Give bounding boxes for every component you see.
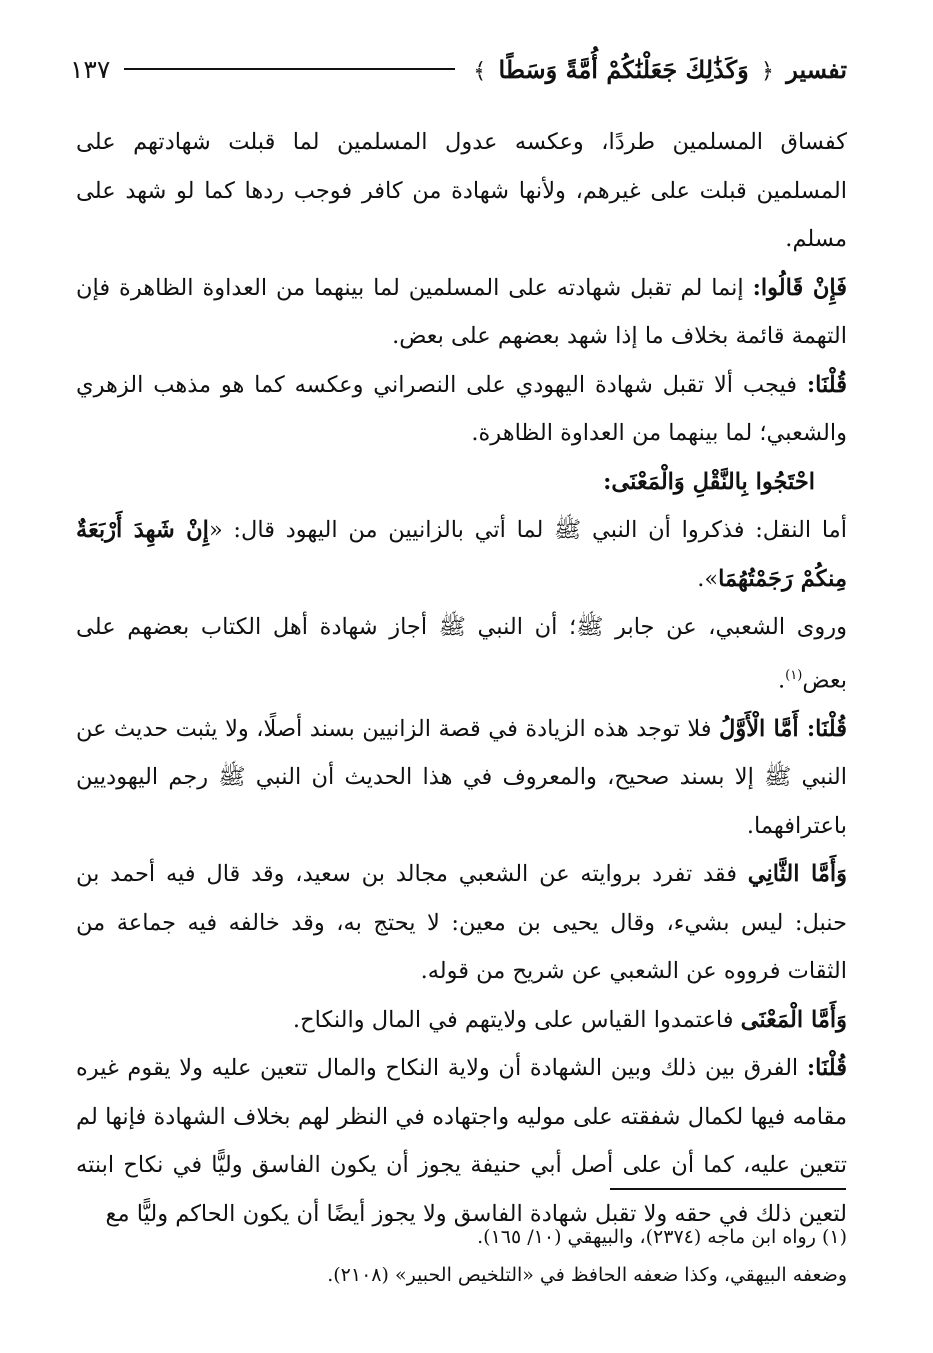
paragraph-9-lead: قُلْنَا: <box>806 1055 847 1081</box>
paragraph-4 <box>76 506 847 603</box>
paragraph-9 <box>76 1044 847 1238</box>
header-rule <box>124 68 455 70</box>
footnote-rule <box>610 1188 846 1190</box>
open-bracket: ﴿ <box>761 58 774 84</box>
running-title-word: تفسير <box>786 54 847 84</box>
footnote-1: (١) رواه ابن ماجه (٢٣٧٤)، والبيهقي (١٠/ ١٦٥). <box>477 1226 847 1248</box>
paragraph-5-text: وروى الشعبي، عن جابر ﷺ؛ أن النبي ﷺ أجاز شهادة أهل الكتاب بعضهم على بعض <box>76 614 847 693</box>
paragraph-1 <box>76 118 847 264</box>
paragraph-5-end: . <box>778 667 786 693</box>
paragraph-3 <box>76 361 847 458</box>
paragraph-6 <box>76 705 847 851</box>
paragraph-4-text: أما النقل: فذكروا أن النبي ﷺ لما أتي بالزانيين من اليهود قال: « <box>208 517 847 543</box>
paragraph-7 <box>76 850 847 996</box>
running-title-verse: وَكَذَٰلِكَ جَعَلْنَٰكُمْ أُمَّةً وَسَطًا <box>498 54 749 84</box>
footnote-1-continued: وضعفه البيهقي، وكذا ضعفه الحافظ في «التلخيص الحبير» (٢١٠٨). <box>327 1264 847 1286</box>
paragraph-7-text: فقد تفرد بروايته عن الشعبي مجالد بن سعيد، وقد قال فيه أحمد بن حنبل: ليس بشيء، وقال يحيى بن معين: لا يحتج به، وقد خالفه فيه جماعة من الثقات فرووه عن الشعبي عن شريح من قوله. <box>76 861 847 984</box>
paragraph-8 <box>76 996 847 1045</box>
paragraph-3-text: فيجب ألا تقبل شهادة اليهودي على النصراني وعكسه كما هو مذهب الزهري والشعبي؛ لما بينهما من العداوة الظاهرة. <box>76 371 847 446</box>
paragraph-4-quote: إِنْ شَهِدَ أَرْبَعَةٌ مِنكُمْ رَجَمْتُهُمَا <box>76 517 847 592</box>
paragraph-6-text: فلا توجد هذه الزيادة في قصة الزانيين بسند أصلًا، ولا يثبت حديث عن النبي ﷺ إلا بسند صحيح، والمعروف في هذا الحديث أن النبي ﷺ رجم اليهوديين باعترافهما. <box>76 715 847 839</box>
footnote-ref-1: (١) <box>785 667 803 683</box>
paragraph-3-lead: قُلْنَا: <box>806 371 847 398</box>
paragraph-1-line-2: قبلت على غيرهم، ولأنها شهادة من كافر فوجب ردها كما لو شهد على مسلم. <box>76 177 847 252</box>
paragraph-4-end: ». <box>697 565 719 592</box>
page-body <box>76 118 847 1238</box>
paragraph-6-lead: قُلْنَا: أَمَّا الْأَوَّلُ <box>719 715 847 742</box>
section-heading: احْتَجُوا بِالنَّقْلِ وَالْمَعْنَى: <box>603 468 815 495</box>
paragraph-9-text: الفرق بين ذلك وبين الشهادة أن ولاية النكاح والمال تتعين عليه ولا يقوم غيره مقامه فيها لكمال شفقته على موليه واجتهاده في النظر لهم بخلاف الشهادة فإنها لم تتعين عليه، كما أن على أصل أبي حنيفة يجوز أن يكون الفاسق وليًّا في نكاح ابنته لتعين ذلك في حقه ولا تقبل شهادة الفاسق ولا يجوز أيضًا أن يكون الحاكم وليًّا مع <box>76 1055 847 1227</box>
paragraph-2-lead: فَإِنْ قَالُوا: <box>752 274 847 301</box>
paragraph-2 <box>76 264 847 361</box>
page-header <box>70 46 847 92</box>
paragraph-5 <box>76 603 847 705</box>
paragraph-2-text: إنما لم تقبل شهادته على المسلمين لما بينهما من العداوة الظاهرة فإن التهمة قائمة بخلاف ما إذا شهد بعضهم على بعض. <box>76 274 847 349</box>
page-number: ١٣٧ <box>70 54 111 84</box>
running-title <box>469 55 847 84</box>
paragraph-8-lead: وَأَمَّا الْمَعْنَى <box>740 1006 847 1033</box>
paragraph-8-text: فاعتمدوا القياس على ولايتهم في المال والنكاح. <box>292 1006 741 1033</box>
paragraph-1-line-1: كفساق المسلمين طردًا، وعكسه عدول المسلمين لما قبلت شهادتهم على المسلمين <box>76 129 848 204</box>
close-bracket: ﴾ <box>473 58 487 84</box>
paragraph-7-lead: وَأَمَّا الثَّانِي <box>747 861 847 887</box>
footnotes <box>80 1218 847 1294</box>
